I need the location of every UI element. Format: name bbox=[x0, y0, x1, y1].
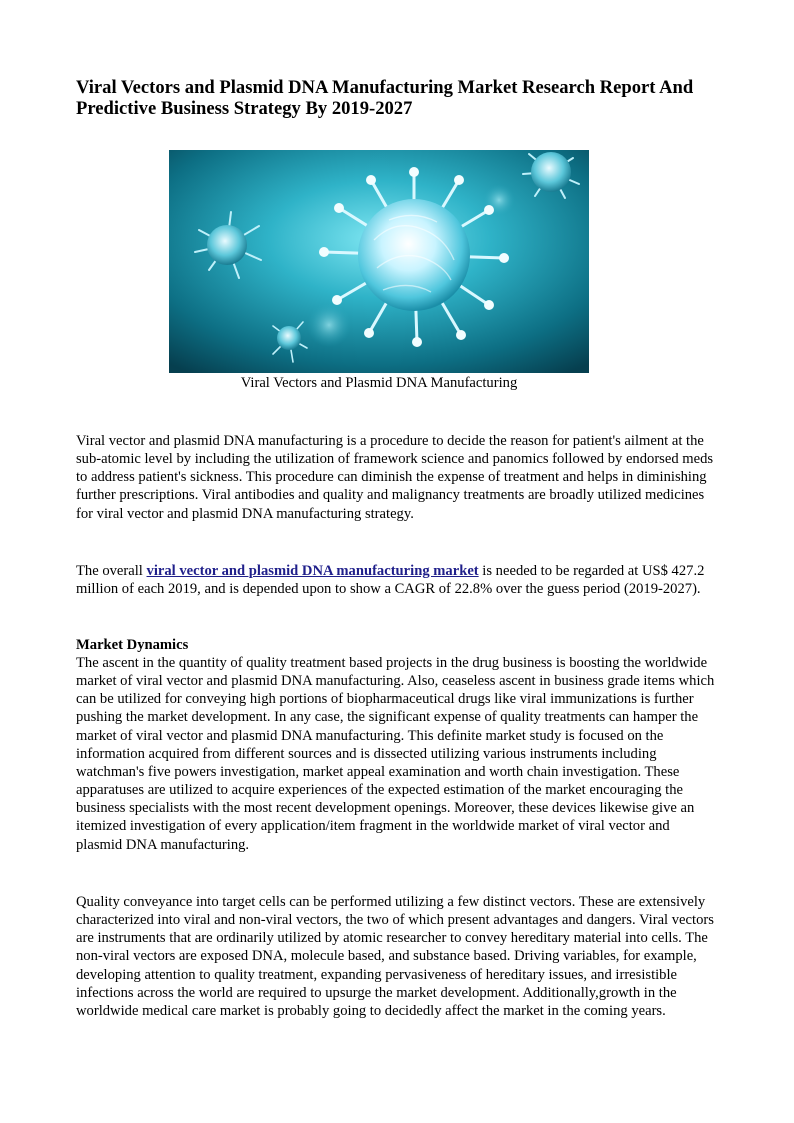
figure-caption: Viral Vectors and Plasmid DNA Manufacturing bbox=[240, 375, 518, 391]
paragraph-vectors: Quality conveyance into target cells can be performed utilizing a few distinct vectors. These are extensively characterized into viral and non-viral vectors, the two of which present advantages and dangers. Viral vectors are instruments that are ordinarily utilized by atomic researcher to convey hereditary material into cells. The non-viral vectors are exposed DNA, molecule based, and substance based. Driving variables, for example, developing attention to quality treatment, expanding pervasiveness of hereditary issues, and irresistible infections across the world are required to upsurge the market development. Additionally,growth in the worldwide medical care market is probably going to decidedly affect the market in the coming years. bbox=[76, 894, 714, 1019]
market-size-text-after: is needed to be regarded at US$ 427.2 million of each 2019, and is depended upon to show a CAGR of 22.8% over the guess period (2019-2027). bbox=[76, 563, 705, 598]
market-dynamics-heading: Market Dynamics bbox=[76, 637, 189, 653]
paragraph-market-size bbox=[76, 562, 718, 598]
market-report-link[interactable]: viral vector and plasmid DNA manufacturing market bbox=[146, 563, 479, 579]
market-size-text-before: The overall bbox=[76, 563, 147, 579]
virus-image bbox=[169, 150, 589, 373]
paragraph-intro: Viral vector and plasmid DNA manufacturing is a procedure to decide the reason for patient's ailment at the sub-atomic level by including the utilization of framework science and panomics followed by endorsed meds to address patient's sickness. This procedure can diminish the expense of treatment and helps in diminishing further prescriptions. Viral antibodies and quality and malignancy treatments are broadly utilized medicines for viral vector and plasmid DNA manufacturing strategy. bbox=[76, 433, 714, 522]
virus-illustration bbox=[169, 150, 589, 373]
document-title: Viral Vectors and Plasmid DNA Manufacturing Market Research Report And Predictive Business Strategy By 2019-2027 bbox=[76, 77, 694, 119]
paragraph-market-dynamics: The ascent in the quantity of quality treatment based projects in the drug business is boosting the worldwide market of viral vector and plasmid DNA manufacturing. Also, ceaseless ascent in business grade items which can be utilized for conveying high portions of biopharmaceutical drugs like viral immunizations is further pushing the market development. In any case, the significant expense of quality treatments can hamper the market of viral vector and plasmid DNA manufacturing. This definite market study is focused on the information acquired from different sources and is dissected utilizing various instruments including watchman's five powers investigation, market appeal examination and worth chain investigation. These apparatuses are utilized to acquire experiences of the expected estimation of the market encouraging the business specialists with the most recent development openings. Moreover, these devices likewise give an itemized investigation of every application/item fragment in the worldwide market of viral vector and plasmid DNA manufacturing. bbox=[76, 655, 715, 853]
